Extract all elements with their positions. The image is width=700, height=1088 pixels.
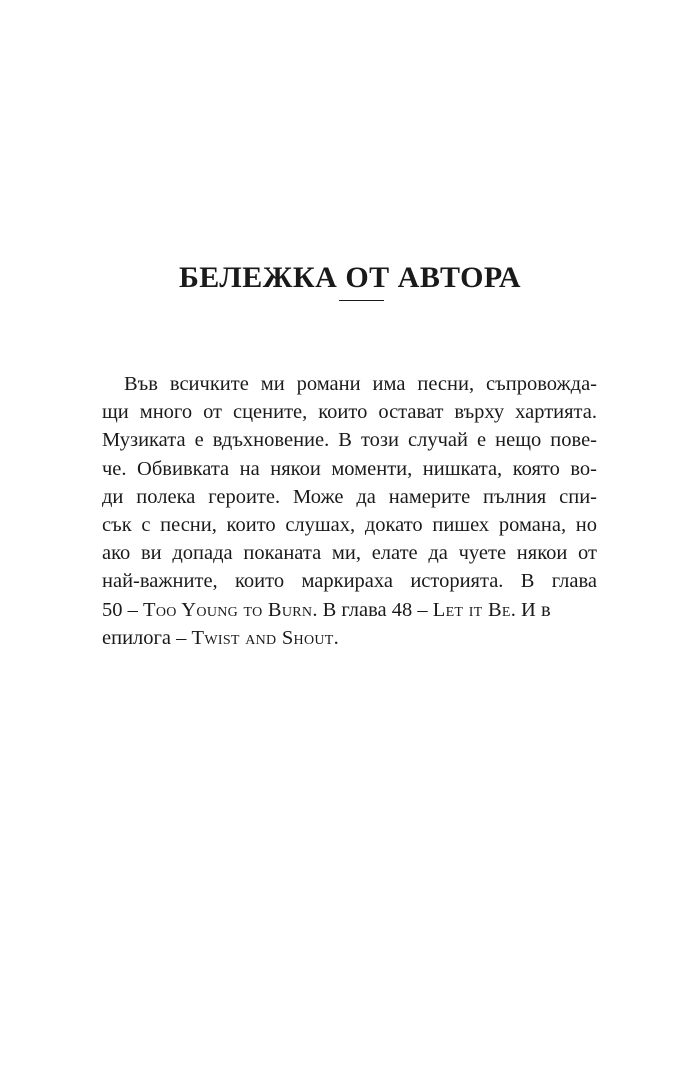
- title-divider: [339, 300, 384, 301]
- paragraph-line: най-важните, които маркираха историята. В глава: [102, 570, 597, 593]
- line-text: .: [333, 626, 339, 649]
- paragraph-line: ди полека героите. Може да намерите пълния спи-: [102, 485, 597, 508]
- paragraph-line: Във всичките ми романи има песни, съпровожда-: [124, 373, 597, 395]
- paragraph-line: щи много от сцените, които остават върху хартията.: [102, 401, 597, 424]
- paragraph-line: [102, 624, 597, 652]
- paragraph-line: сък с песни, които слушах, докато пишех романа, но: [102, 513, 597, 536]
- song-title: Let it Be: [432, 598, 511, 621]
- paragraph-line: че. Обвивката на някои моменти, нишката, която во-: [102, 457, 597, 480]
- paragraph-line: [102, 596, 597, 624]
- paragraph-line: ако ви допада поканата ми, елате да чуете някои от: [102, 542, 597, 565]
- line-text: . И в: [510, 598, 551, 621]
- song-title: Twist and Shout: [191, 626, 334, 649]
- author-note-paragraph: [102, 370, 597, 652]
- page-title: БЕЛЕЖКА ОТ АВТОРА: [178, 261, 522, 294]
- paragraph-line: Музиката е вдъхновение. В този случай е нещо пове-: [102, 429, 597, 452]
- line-text: 50 –: [102, 598, 143, 621]
- line-text: епилога –: [102, 626, 192, 649]
- line-text: . В глава 48 –: [312, 598, 433, 621]
- song-title: Too Young to Burn: [143, 598, 313, 621]
